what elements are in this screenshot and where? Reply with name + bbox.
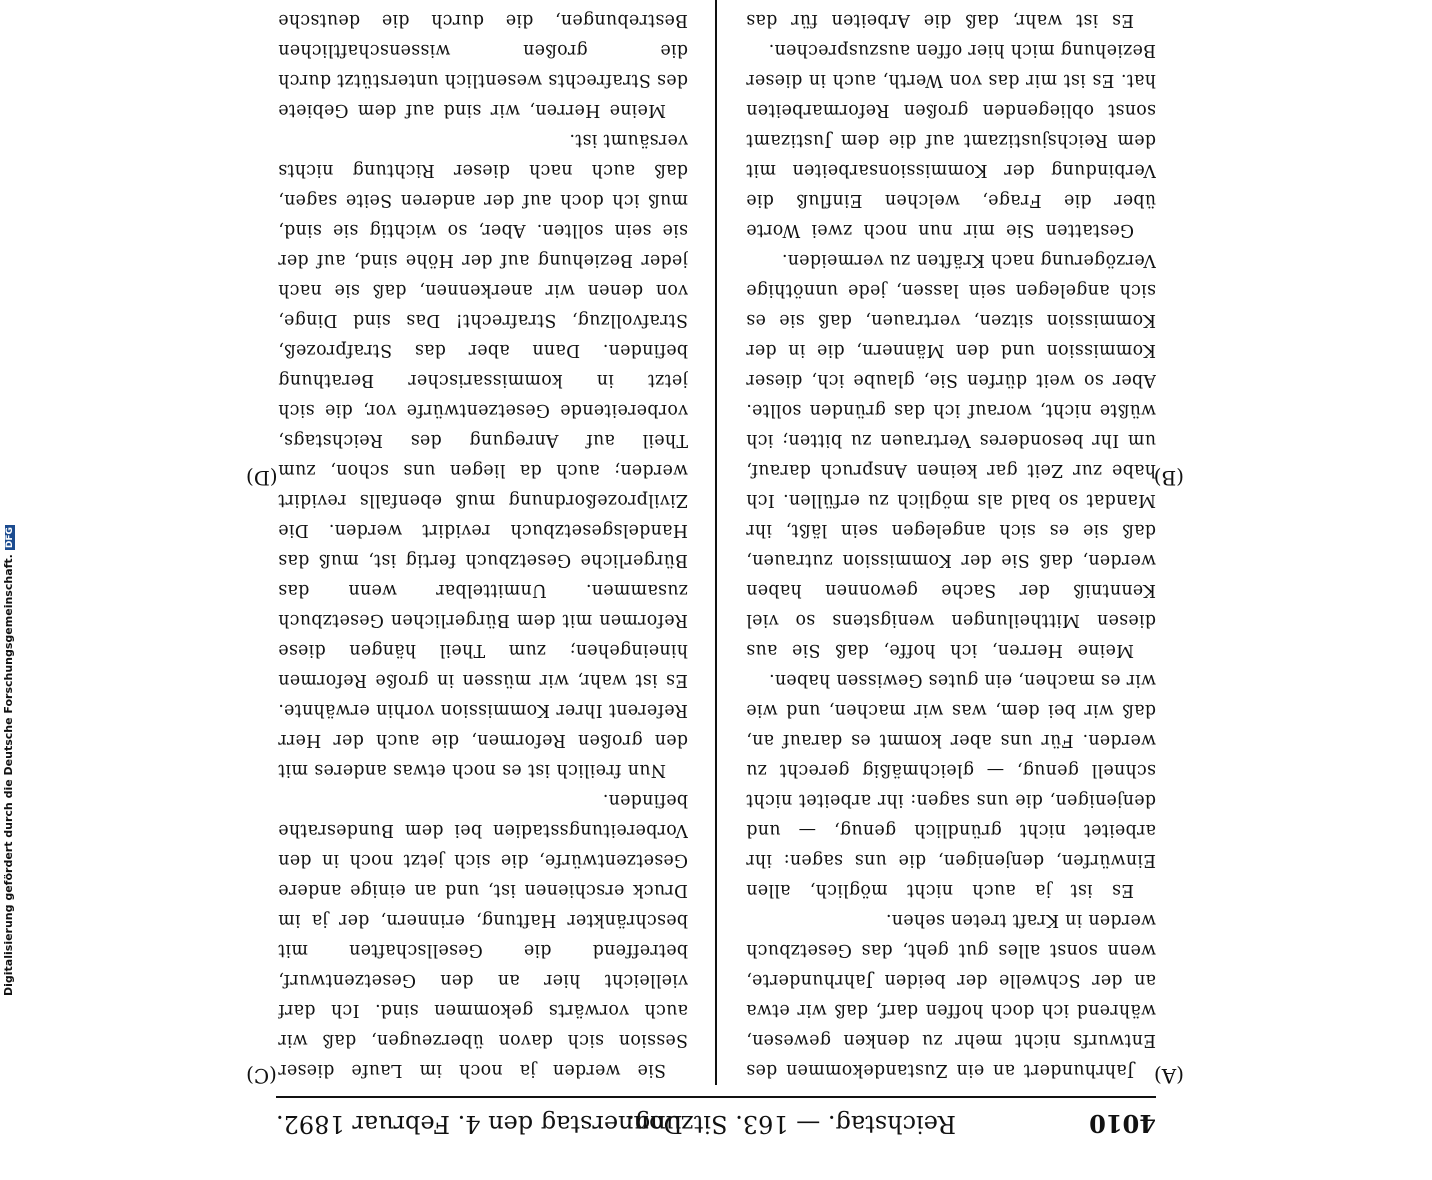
page-header [276, 1100, 1156, 1150]
margin-marker-c: (C) [246, 1064, 277, 1088]
paragraph: Es ist wahr, daß die Arbeiten für das [746, 10, 1134, 30]
paragraph: Es ist ja auch nicht möglich, allen Einwürfen, denjenigen, die uns sagen: ihr arbeitet nicht gründlich genug, — und denjenigen, die uns sagen: ihr arbeitet nicht schnell genug, — gleichmäßig gerecht zu werden. Für uns aber kommt es darauf an, daß wir bei dem, was wir machen, und wie wir es machen, ein gutes Gewissen haben. [746, 670, 1156, 900]
paragraph: Sie werden ja noch im Laufe dieser Session sich davon überzeugen, daß wir auch vorwärts gekommen sind. Ich darf vielleicht hier an den Gesetzentwurf, betreffend die Gesellschaften mit beschränkter Haftung, erinnern, der ja im Druck erschienen ist, und an einige andere Gesetzentwürfe, die sich jetzt noch in den Vorbereitungsstadien bei dem Bundesrathe befinden. [278, 790, 688, 1080]
paragraph: Jahrhundert an ein Zustandekommen des Entwurfs nicht mehr zu denken gewesen, während ich doch hoffen darf, daß wir etwa an der Schwelle der beiden Jahrhunderte, wenn sonst alles gut geht, das Gesetzbuch werden in Kraft treten sehen. [746, 910, 1156, 1080]
session-title: Reichstag. — 163. Sitzung. [627, 1110, 956, 1138]
header-rule [276, 1096, 1156, 1098]
page-number: 4010 [1089, 1109, 1156, 1138]
rotated-page-content [236, 0, 1196, 1180]
margin-marker-a: (A) [1153, 1064, 1184, 1088]
paragraph: Meine Herren, wir sind auf dem Gebiete des Strafrechts wesentlich unterstützt durch die großen wissenschaftlichen Bestrebungen, die durch die deutsche [278, 10, 688, 120]
dfg-logo: DFG [5, 527, 15, 549]
credit-text: Digitalisierung gefördert durch die Deutsche Forschungsgemeinschaft. [2, 554, 15, 996]
column-separator [715, 0, 717, 1085]
margin-marker-d: (D) [246, 466, 278, 490]
session-date: Donnerstag den 4. Februar 1892. [276, 1110, 683, 1138]
margin-marker-b: (B) [1153, 466, 1184, 490]
paragraph: Gestatten Sie mir nun noch zwei Worte über die Frage, welchen Einfluß die Verbindung der Kommissionsarbeiten mit dem Reichsjustizamt auf die dem Justizamt sonst obliegenden großen Reformarbeiten hat. Es ist mir das von Werth, auch in dieser Beziehung mich hier offen auszusprechen. [746, 40, 1156, 240]
paragraph: Meine Herren, ich hoffe, daß Sie aus diesen Mittheilungen wenigstens so viel Kenntniß der Sache gewonnen haben werden, daß Sie der Kommission zutrauen, daß sie es sich angelegen sein läßt, ihr Mandat so bald als möglich zu erfüllen. Ich habe zur Zeit gar keinen Anspruch darauf, um Ihr besonderes Vertrauen zu bitten; ich wüßte nicht, worauf ich das gründen sollte. Aber so weit dürfen Sie, glaube ich, dieser Kommission und den Männern, die in der Kommission sitzen, vertrauen, daß sie es sich angelegen sein lassen, jede unnöthige Verzögerung nach Kräften zu vermeiden. [746, 250, 1156, 660]
digitization-credit [2, 525, 15, 996]
paragraph: Nun freilich ist es noch etwas anderes mit den großen Reformen, die auch der Herr Referent Ihrer Kommission vorhin erwähnte. Es ist wahr, wir müssen in große Reformen hineingehen; zum Theil hängen diese Reformen mit dem Bürgerlichen Gesetzbuch zusammen. Unmittelbar wenn das Bürgerliche Gesetzbuch fertig ist, muß das Handelsgesetzbuch revidirt werden. Die Zivilprozeßordnung muß ebenfalls revidirt werden; auch da liegen uns schon, zum Theil auf Anregung des Reichstags, vorbereitende Gesetzentwürfe vor, die sich jetzt in kommissarischer Berathung befinden. Dann aber das Strafprozeß, Strafvollzug, Strafrecht! Das sind Dinge, von denen wir anerkennen, daß sie nach jeder Beziehung auf der Höhe sind, auf der sie sein sollten. Aber, so wichtig sie sind, muß ich doch auf der anderen Seite sagen, daß auch nach dieser Richtung nichts versäumt ist. [278, 130, 688, 780]
right-text-column [278, 0, 688, 1085]
left-text-column [746, 0, 1156, 1085]
